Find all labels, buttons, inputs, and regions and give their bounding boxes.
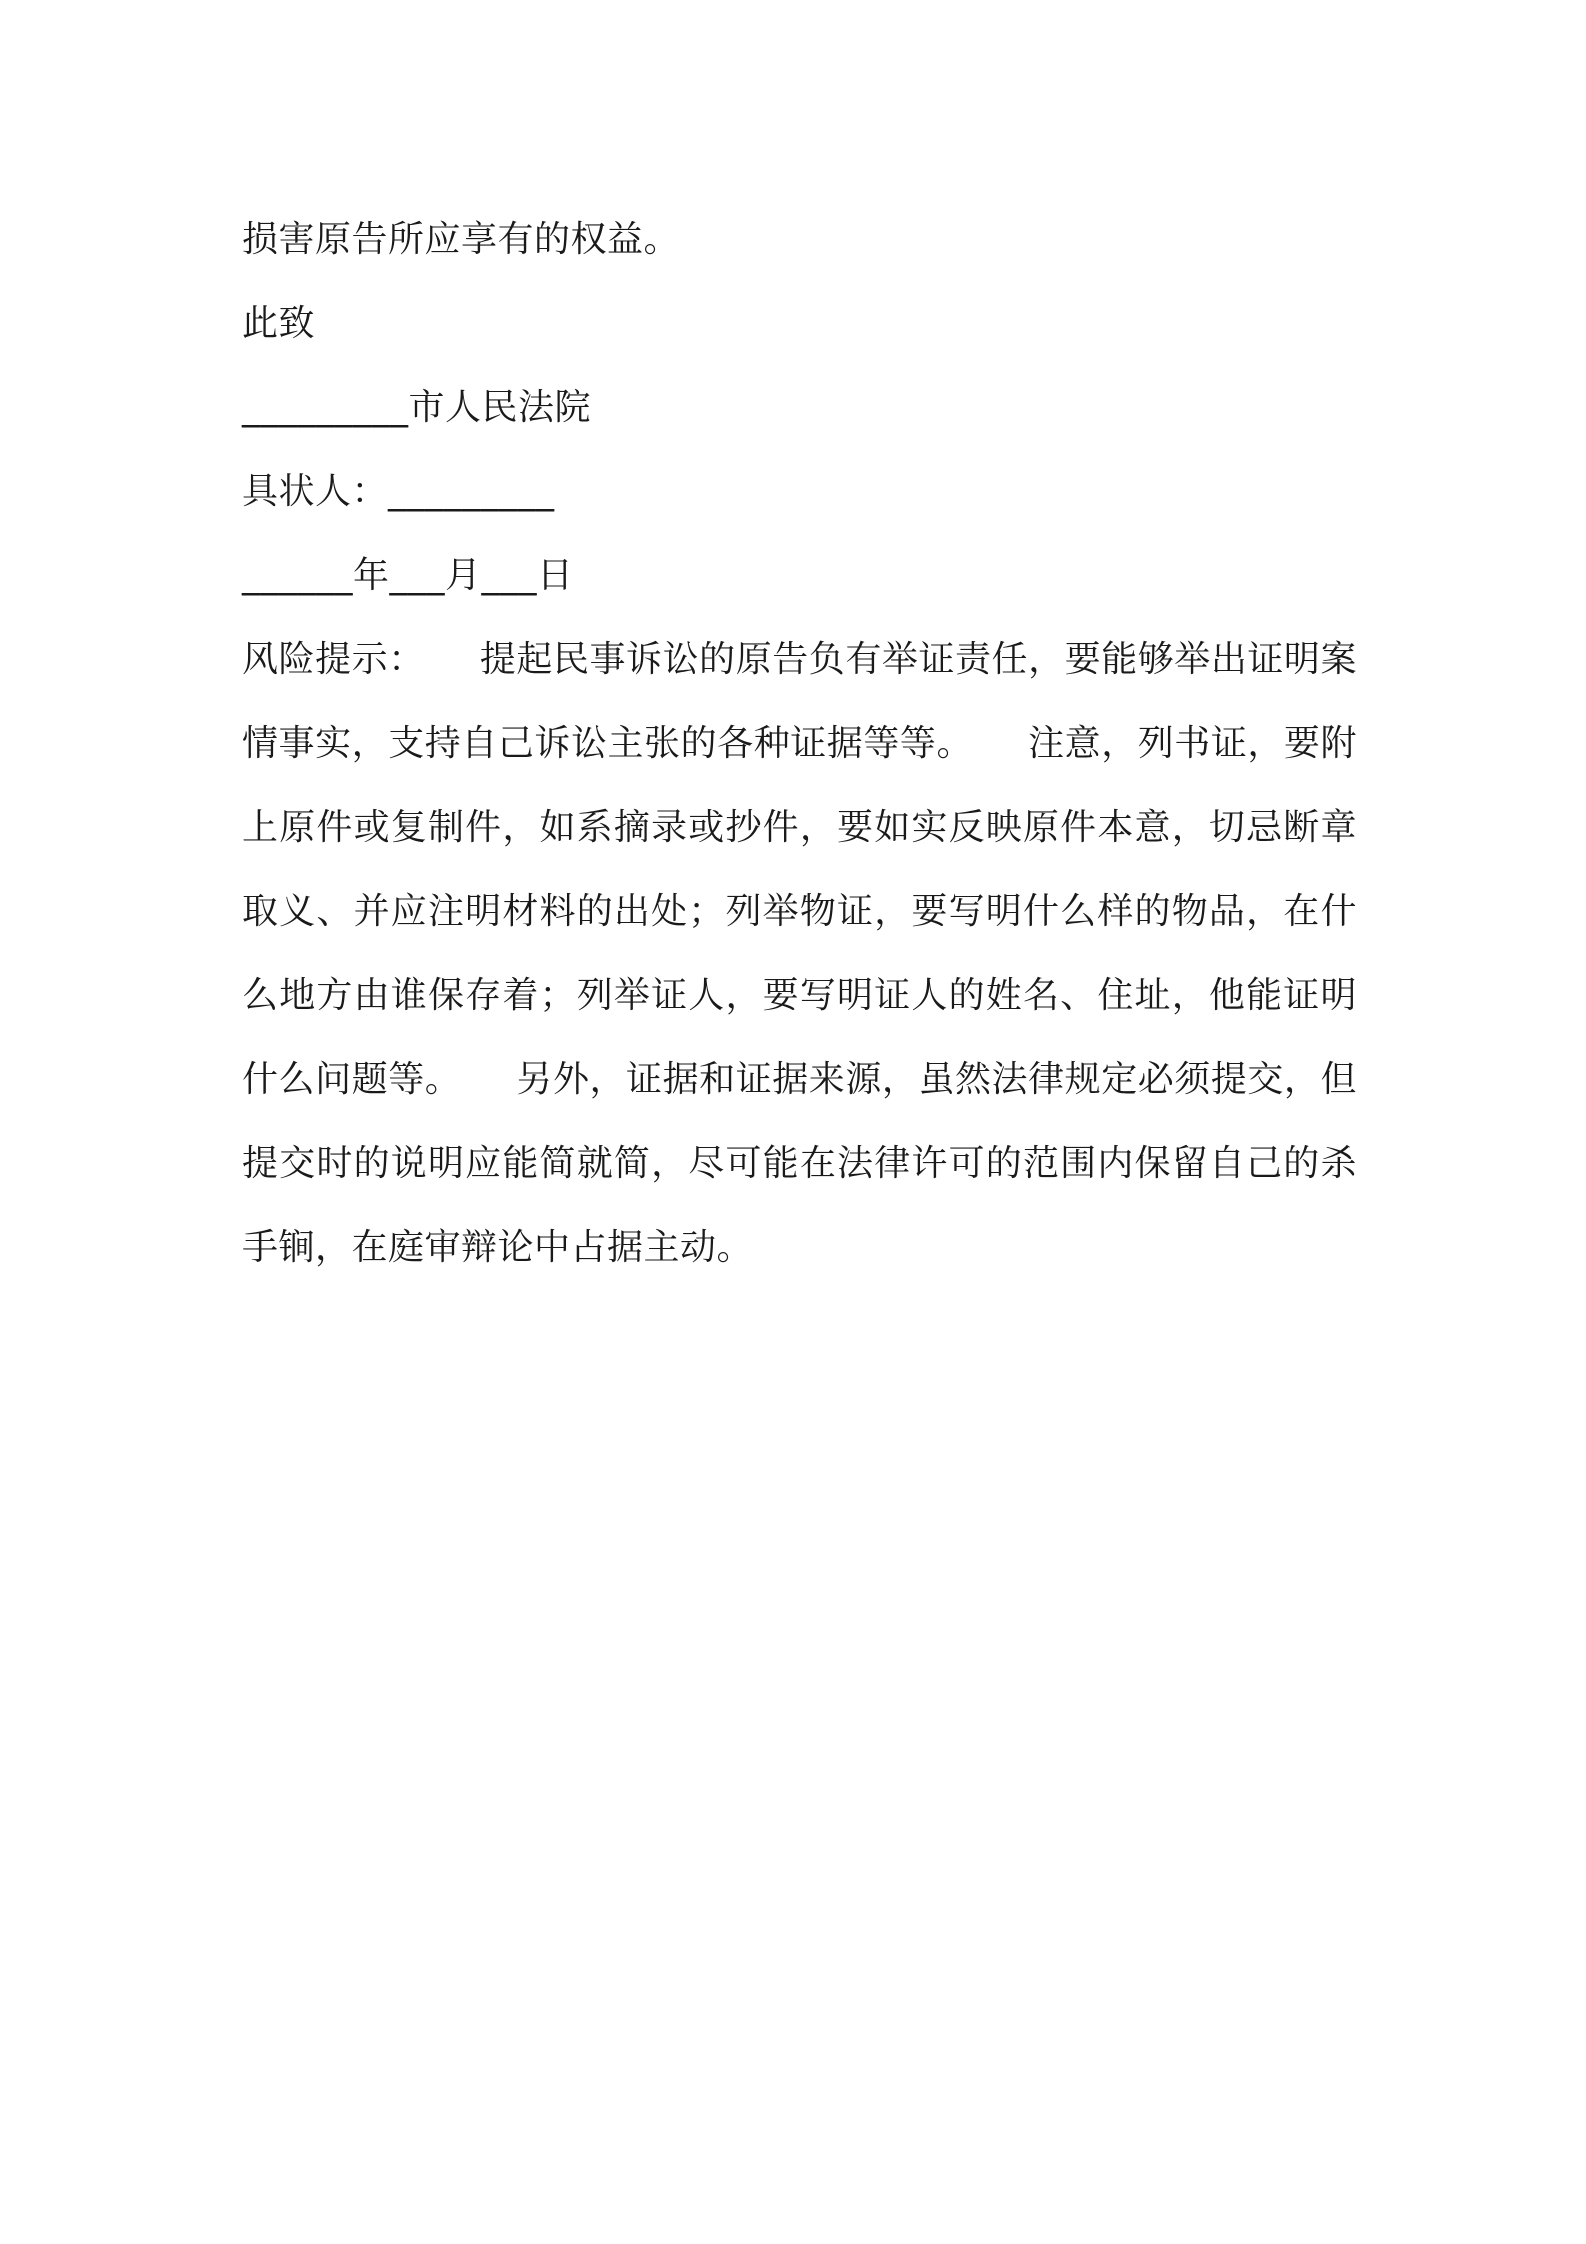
date-line: ______年___月___日	[242, 555, 574, 596]
salutation: 此致	[242, 303, 316, 344]
closing-sentence: 损害原告所应享有的权益。	[242, 219, 681, 260]
risk-notice-paragraph: 风险提示： 提起民事诉讼的原告负有举证责任，要能够举出证明案情事实，支持自己诉讼主张的各种证据等等。 注意，列书证，要附上原件或复制件，如系摘录或抄件，要如实反映原件本意，切忌断章取义、并应注明材料的出处；列举物证，要写明什么样的物品，在什么地方由谁保存着；列举证人，要写明证人的姓名、住址，他能证明什么问题等。 另外，证据和证据来源，虽然法律规定必须提交，但提交时的说明应能简就简，尽可能在法律许可的范围内保留自己的杀手锏，在庭审辩论中占据主动。	[242, 639, 1357, 1268]
plaintiff-signature: 具状人：_________	[242, 471, 555, 512]
document-body	[242, 198, 1357, 1290]
court-addressee: _________市人民法院	[242, 387, 592, 428]
